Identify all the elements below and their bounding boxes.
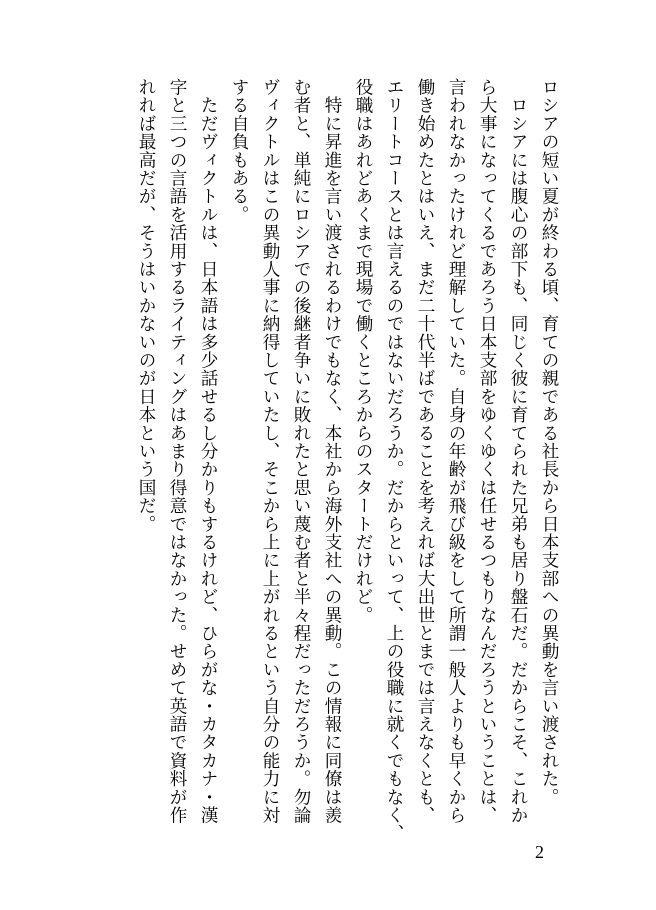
page-number: 2 [535, 842, 544, 862]
text-line: む者と、単純にロシアでの後継者争いに敗れたと思い蔑む者と半々程だっただろうか。勿論 [291, 78, 311, 825]
text-line: ただヴィクトルは、日本語は多少話せるし分かりもするけれど、ひらがな・カタカナ・漢 [198, 78, 218, 825]
text-line: 特に昇進を言い渡されるわけでもなく、本社から海外支社への異動。この情報に同僚は羨 [322, 78, 342, 825]
text-line: 働き始めたとはいえ、まだ二十代半ばであることを考えれば大出世とまでは言えなくとも、 [415, 78, 435, 825]
text-line: ヴィクトルはこの異動人事に納得していたし、そこから上に上がれるという自分の能力に対 [260, 78, 280, 825]
text-line: 言われなかったけれど理解していた。自身の年齢が飛び級をして所謂一般人よりも早くから [446, 78, 466, 825]
text-line: 字と三つの言語を活用するライティングはあまり得意ではなかった。せめて英語で資料が作 [167, 78, 187, 825]
text-line: エリートコースとは言えるのではないだろうか。だからといって、上の役職に就くでもなく、 [384, 78, 404, 843]
text-line: れれば最高だが、そうはいかないのが日本という国だ。 [136, 78, 156, 533]
text-line: ら大事になってくるであろう日本支部をゆくゆくは任せるつもりなんだろうということは、 [477, 78, 497, 825]
text-line: する自負もある。 [229, 78, 249, 224]
text-line: ロシアには腹心の部下も、同じく彼に育てられた兄弟も居り盤石だ。だからこそ、これか [508, 78, 528, 825]
text-line: ロシアの短い夏が終わる頃、育ての親である社長から日本支部への異動を言い渡された。 [539, 78, 559, 806]
text-line: 役職はあれどあくまで現場で働くところからのスタートだけれど。 [353, 78, 373, 624]
vertical-text-body [130, 78, 564, 848]
